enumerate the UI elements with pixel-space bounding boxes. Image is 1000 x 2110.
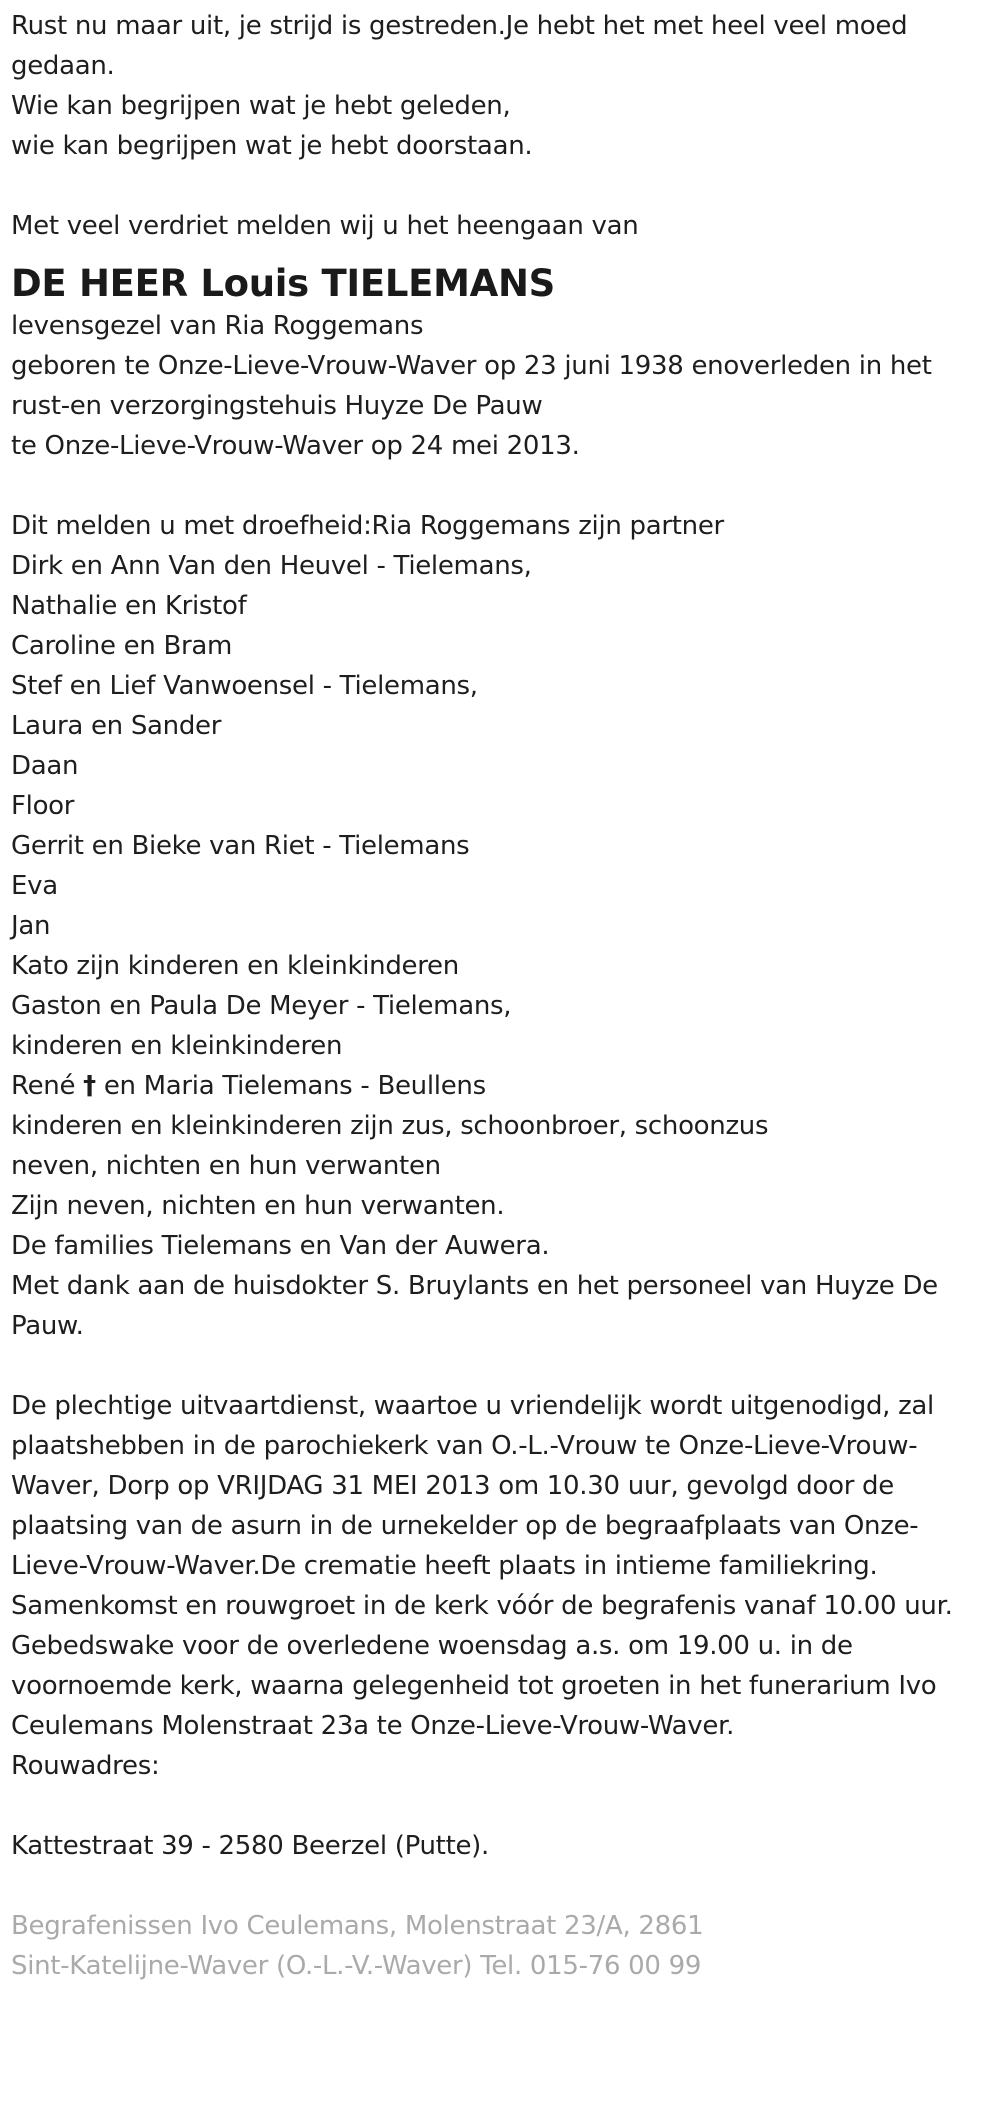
family-line: kinderen en kleinkinderen xyxy=(11,1031,343,1061)
family-line: Eva xyxy=(11,871,58,901)
verse-block xyxy=(11,6,990,166)
family-line: De families Tielemans en Van der Auwera. xyxy=(11,1231,550,1261)
family-line: Gaston en Paula De Meyer - Tielemans, xyxy=(11,991,512,1021)
address-label: Rouwadres: xyxy=(11,1751,160,1781)
family-line: Jan xyxy=(11,911,51,941)
verse-line-3: wie kan begrijpen wat je hebt doorstaan. xyxy=(11,131,533,161)
verse-line-2: Wie kan begrijpen wat je hebt geleden, xyxy=(11,91,511,121)
vigil-details: Gebedswake voor de overledene woensdag a.s. om 19.00 u. in de voornoemde kerk, waarna gelegenheid tot groeten in het funerarium Ivo Ceulemans Molenstraat 23a te Onze-Lieve-Vrouw-Waver. xyxy=(11,1631,937,1741)
verse-line-1: Rust nu maar uit, je strijd is gestreden.Je hebt het met heel veel moed gedaan. xyxy=(11,11,908,81)
family-line: Stef en Lief Vanwoensel - Tielemans, xyxy=(11,671,478,701)
spacer xyxy=(11,466,990,506)
family-line: Caroline en Bram xyxy=(11,631,233,661)
family-line: Gerrit en Bieke van Riet - Tielemans xyxy=(11,831,470,861)
ceremony-block xyxy=(11,1386,990,1866)
family-line: neven, nichten en hun verwanten xyxy=(11,1151,441,1181)
spacer xyxy=(11,1866,990,1906)
family-line: Met dank aan de huisdokter S. Bruylants en het personeel van Huyze De Pauw. xyxy=(11,1271,938,1341)
service-details: De plechtige uitvaartdienst, waartoe u vriendelijk wordt uitgenodigd, zal plaatshebben in de parochiekerk van O.-L.-Vrouw te Onze-Lieve-Vrouw-Waver, Dorp op VRIJDAG 31 MEI 2013 om 10.30 uur, gevolgd door de plaatsing van de asurn in de urnekelder op de begraafplaats van Onze-Lieve-Vrouw-Waver.De crematie heeft plaats in intieme familiekring. xyxy=(11,1391,934,1581)
gathering-details: Samenkomst en rouwgroet in de kerk vóór de begrafenis vanaf 10.00 uur. xyxy=(11,1591,953,1621)
family-list xyxy=(11,506,990,1346)
spacer xyxy=(11,1346,990,1386)
spacer xyxy=(11,166,990,206)
rene-name: René xyxy=(11,1071,76,1101)
family-line: Daan xyxy=(11,751,79,781)
funeral-home-footer xyxy=(11,1906,990,1986)
spacer xyxy=(11,1786,990,1826)
rene-rest: en Maria Tielemans - Beullens xyxy=(103,1071,486,1101)
family-line: Floor xyxy=(11,791,75,821)
deceased-details xyxy=(11,306,990,466)
deceased-name: DE HEER Louis TIELEMANS xyxy=(11,262,555,305)
mourning-address: Kattestraat 39 - 2580 Beerzel (Putte). xyxy=(11,1831,489,1861)
family-line: Nathalie en Kristof xyxy=(11,591,247,621)
death-line: te Onze-Lieve-Vrouw-Waver op 24 mei 2013. xyxy=(11,431,580,461)
announcement-intro: Met veel verdriet melden wij u het heengaan van xyxy=(11,211,639,241)
family-line: Zijn neven, nichten en hun verwanten. xyxy=(11,1191,505,1221)
family-line: Laura en Sander xyxy=(11,711,222,741)
family-line: Kato zijn kinderen en kleinkinderen xyxy=(11,951,459,981)
family-line: kinderen en kleinkinderen zijn zus, schoonbroer, schoonzus xyxy=(11,1111,769,1141)
family-line: Dit melden u met droefheid:Ria Roggemans zijn partner xyxy=(11,511,724,541)
family-line: Dirk en Ann Van den Heuvel - Tielemans, xyxy=(11,551,532,581)
cross-icon: † xyxy=(83,1071,96,1101)
partner-line: levensgezel van Ria Roggemans xyxy=(11,311,424,341)
birth-line: geboren te Onze-Lieve-Vrouw-Waver op 23 juni 1938 enoverleden in het rust-en verzorgingstehuis Huyze De Pauw xyxy=(11,351,932,421)
family-line-rene xyxy=(11,1066,990,1106)
footer-line-1: Begrafenissen Ivo Ceulemans, Molenstraat 23/A, 2861 xyxy=(11,1911,704,1941)
footer-line-2: Sint-Katelijne-Waver (O.-L.-V.-Waver) Tel. 015-76 00 99 xyxy=(11,1951,702,1981)
